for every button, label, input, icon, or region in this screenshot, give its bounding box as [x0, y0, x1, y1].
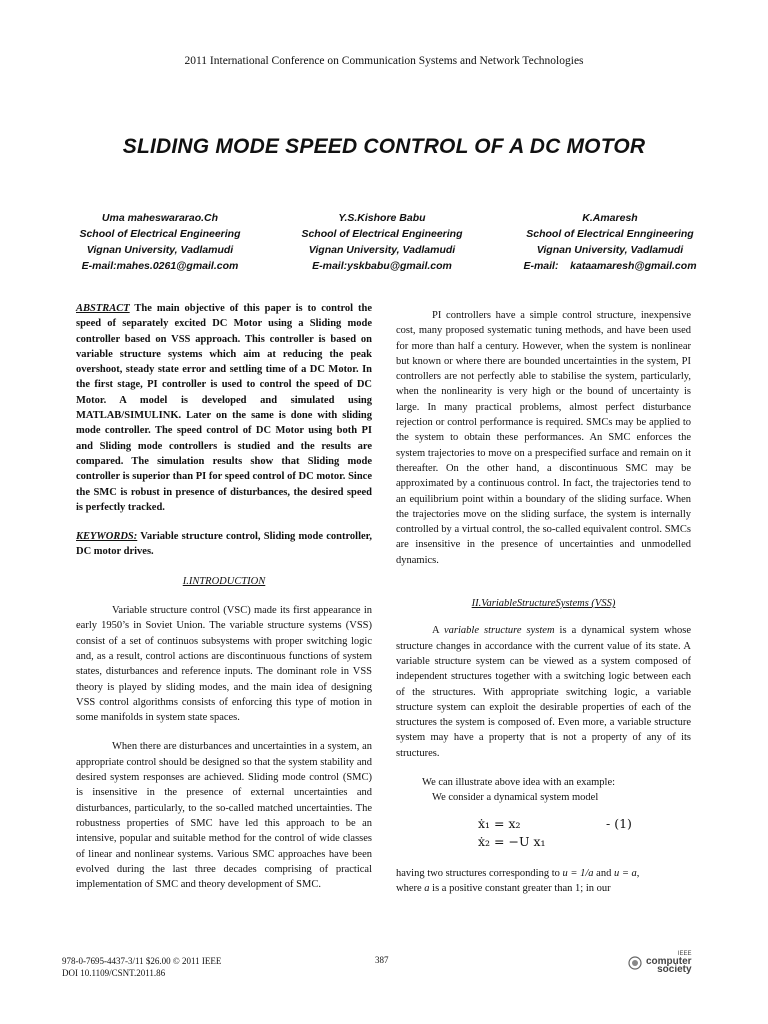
isbn-line: 978-0-7695-4437-3/11 $26.00 © 2011 IEEE — [62, 956, 222, 966]
left-column — [76, 301, 372, 892]
keywords — [76, 529, 372, 560]
footer-left — [62, 955, 221, 979]
equation-1: ẋ₁ = x₂ — [478, 815, 521, 831]
equation-block — [396, 816, 691, 856]
abstract-text: The main objective of this paper is to control the speed of separately excited DC Motor using a Sliding mode controller based on VSS approach. This controller is based on variable structure systems which aim at reducing the peak overshoot, steady state error and settling time of a DC Motor. In the first stage, PI controller is used to control the speed of DC Motor. A model is developed and simulated using MATLAB/SIMULINK. Later on the same is done with sliding mode controller. The speed control of DC Motor using both PI and Sliding mode controllers is studied and the results are compared. The simulation results show that Sliding mode controller is superior than PI for speed control of DC motor. Since the SMC is robust in presence of disturbances, the desired speed is perfectly tracked. — [76, 303, 372, 513]
structures-text-c: and — [593, 867, 614, 879]
right-column — [396, 308, 691, 896]
vss-term: variable structure system — [444, 625, 555, 637]
keywords-text: Variable structure control, Sliding mode controller, DC motor drives. — [76, 531, 372, 558]
example-line-2: We consider a dynamical system model — [432, 792, 599, 804]
pi-paragraph: PI controllers have a simple control structure, inexpensive cost, many proposed systematic tuning methods, and have been used for more than half a century. However, when the system is nonlinear but known or where there are bounded uncertainties in the system, PI controllers are not perfectly able to stabilise the system, particularly, when the nonlinearity is very high or the bound of uncertainty is large. In many practical problems, almost perfect disturbance rejection or control performance is required. SMCs may be applied to the system to obtain these performances. An SMC enforces the system trajectories to move on a prespecified surface and remain on it thereafter. On the other hand, a discontinuous SMC may be approximated by a continuous control. In fact, the trajectories tend to an equilibrium point within a boundary of the sliding surface. When the trajectories move on the sliding surface, the system is internally controlled by a virtual control, the so-called equivalent control. SMCs are insensitive in the presence of uncertainties and unmodelled dynamics. — [396, 310, 691, 566]
abstract — [76, 301, 372, 515]
abstract-label: ABSTRACT — [76, 303, 130, 314]
author-name: Uma maheswararao.Ch — [101, 212, 219, 224]
structures-a: a — [424, 882, 430, 894]
author-name: Y.S.Kishore Babu — [338, 212, 426, 224]
author-name: K.Amaresh — [582, 212, 638, 224]
structures-text-h: is a positive constant greater than 1; in our — [429, 882, 611, 894]
conference-header: 2011 International Conference on Communication Systems and Network Technologies — [184, 55, 584, 67]
author-university: Vignan University, Vadlamudi — [308, 244, 456, 256]
vss-paragraph — [396, 623, 691, 761]
logo-ieee: IEEE — [677, 951, 692, 957]
author-university: Vignan University, Vadlamudi — [86, 244, 234, 256]
author-email: E-mail:yskbabu@gmail.com — [312, 260, 452, 272]
paper-title: SLIDING MODE SPEED CONTROL OF A DC MOTOR — [122, 135, 646, 158]
author-email: E-mail: kataamaresh@gmail.com — [523, 260, 697, 272]
author-university: Vignan University, Vadlamudi — [536, 244, 684, 256]
keywords-label: KEYWORDS: — [76, 531, 138, 543]
structures-u1: u = 1/a — [562, 867, 594, 879]
structures-text-f: where — [396, 882, 425, 894]
vss-text: is a dynamical system whose structure changes in accordance with the current value of its state. A variable structure system can be viewed as a system composed of independent structures together with a switching logic between each of the structures. With appropriate switching logic, a variable structure system can exploit the desirable properties of each of the structures the system is composed of. Even more, a variable structure system may have a property that is not a property of any of its structures. — [396, 625, 691, 759]
ieee-computer-society-logo — [628, 950, 692, 974]
logo-swirl-icon — [628, 956, 642, 970]
structures-text-e: , — [636, 867, 640, 879]
doi-line: DOI 10.1109/CSNT.2011.86 — [62, 968, 166, 978]
section-heading-vss: II.VariableStructureSystems (VSS) — [471, 598, 616, 610]
logo-society: society — [657, 964, 692, 975]
structures-text-a: having two structures corresponding to — [396, 867, 563, 879]
page-number: 387 — [375, 955, 389, 965]
equation-number: - (1) — [606, 815, 632, 831]
example-line-1: We can illustrate above idea with an example: — [422, 777, 616, 789]
author-affiliation: School of Electrical Engineering — [79, 228, 241, 240]
equation-2: ẋ₂ = −U x₁ — [478, 833, 546, 849]
author-email: E-mail:mahes.0261@gmail.com — [81, 260, 239, 272]
logo-computer: computer — [646, 956, 692, 967]
author-block-1 — [50, 210, 270, 274]
vss-lead: A — [432, 625, 445, 637]
author-block-3 — [500, 210, 720, 274]
structures-paragraph — [396, 866, 691, 897]
intro-paragraph-1: Variable structure control (VSC) made its first appearance in early 1950’s in Soviet Union. The variable structure systems (VSS) consist of a set of continuos subsystems with proper switching logic and, as a result, control actions are discontinuous functions of system states, disturbances and reference inputs. The dominant role in VSS theory is played by sliding modes, and the main idea of designing VSS control algorithms consists of enforcing this type of motion in some manifolds in system state spaces. — [76, 605, 372, 724]
intro-paragraph-2: When there are disturbances and uncertainties in a system, an appropriate control should be designed so that the system stability and desired system responses are achieved. Sliding mode control (SMC) is insensitive in the presence of external uncertainties and disturbances, particularly, to the so-called matched uncertainties. The robustness properties of SMC have led this approach to be an intensive, popular and suitable method for the control of wide classes of linear and nonlinear systems. Various SMC approaches have been evolved during the last three decades comprising of practical implementation of SMC and theory development of SMC. — [76, 741, 372, 891]
structures-u2: u = a — [613, 867, 637, 879]
author-block-2 — [272, 210, 492, 274]
section-heading-introduction: I.INTRODUCTION — [182, 575, 266, 587]
author-affiliation: School of Electrical Engineering — [301, 228, 463, 240]
author-affiliation: School of Electrical Enngineering — [526, 228, 694, 240]
